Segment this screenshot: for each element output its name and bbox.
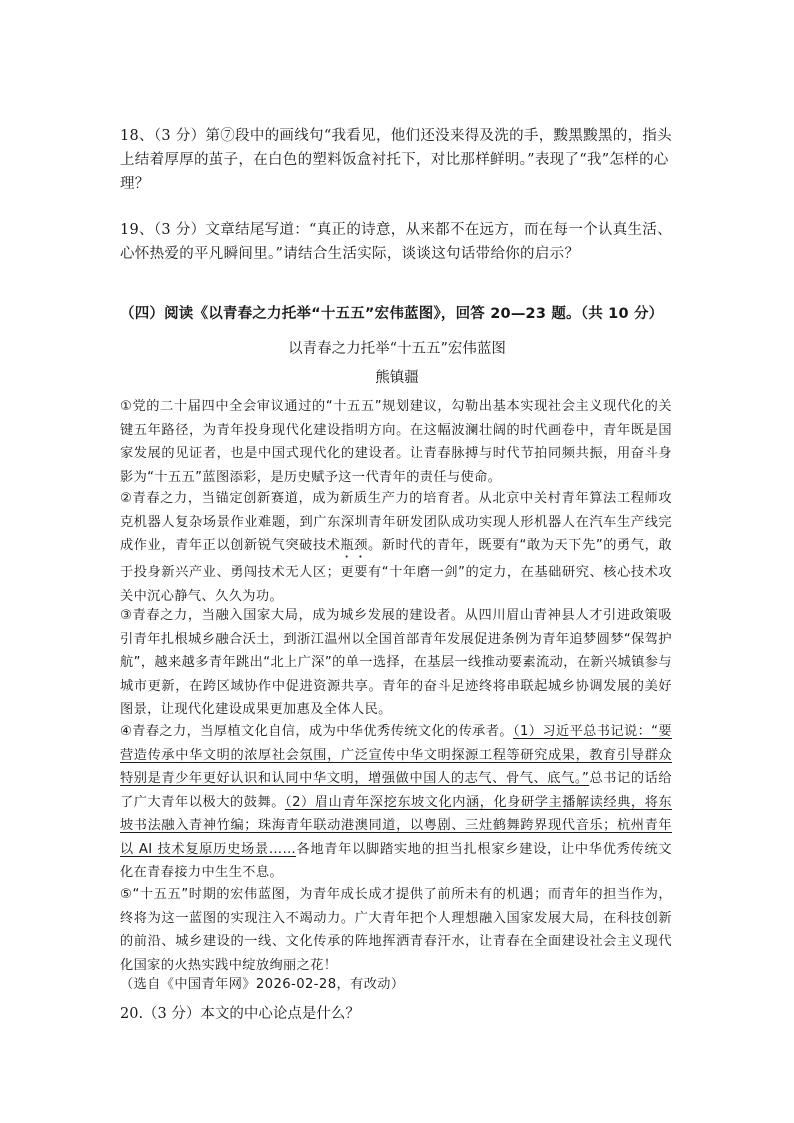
paragraph-4-text-c: 各地青年以脚踏实地的担当扎根家乡建设，让中华优秀传统文化在青春接力中生生不息。 — [120, 841, 672, 880]
paragraph-4-text-a: ④青春之力，当厚植文化自信，成为中华优秀传统文化的传承者。 — [120, 724, 513, 739]
question-19: 19、（3 分）文章结尾写道：“真正的诗意，从来都不在远方，而在每一个认真生活、心怀热爱的平凡瞬间里。”请结合生活实际，谈谈这句话带给你的启示？ — [120, 222, 672, 262]
paragraph-5: ⑤“十五五”时期的宏伟蓝图，为青年成长成才提供了前所未有的机遇；而青年的担当作为，终将为这一蓝图的实现注入不竭动力。广大青年把个人理想融入国家发展大局，在科技创新的前沿、城乡建设的一线、文化传承的阵地挥洒青春汗水，让青春在全面建设社会主义现代化国家的火热实践中绽放绚丽之花！ — [120, 887, 672, 973]
paragraph-2-text-a: ②青春之力，当锚定创新赛道，成为新质生产力的培育者。从北京中关村青年算法工程师攻克机器人复杂场景作业难题，到广东深圳青年研发团队成功实现人形机器人在汽车生产线完成作业，青年正以创新锐气突破技术 — [120, 491, 672, 553]
paragraph-1: ①党的二十届四中全会审议通过的“十五五”规划建议，勾勒出基本实现社会主义现代化的关键五年路径，为青年投身现代化建设指明方向。在这幅波澜壮阔的时代画卷中，青年既是国家发展的见证者，也是中国式现代化的建设者。让青春脉搏与时代节拍同频共振，用奋斗身影为“十五五”蓝图添彩，是历史赋予这一代青年的责任与使命。 — [120, 399, 672, 485]
article-source: （选自《中国青年网》2026-02-28，有改动） — [120, 977, 405, 992]
question-20: 20.（3 分）本文的中心论点是什么？ — [120, 1006, 360, 1022]
section-heading: （四）阅读《以青春之力托举“十五五”宏伟蓝图》，回答 20—23 题。（共 10 分） — [120, 306, 664, 322]
question-18: 18、（3 分）第⑦段中的画线句“我看见，他们还没来得及洗的手，黢黑黢黑的，指头上结着厚厚的茧子，在白色的塑料饭盒衬托下，对比那样鲜明。”表现了“我”怎样的心理？ — [120, 128, 672, 192]
article-title: 以青春之力托举“十五五”宏伟蓝图 — [288, 341, 506, 357]
paragraph-2 — [120, 487, 672, 608]
paragraph-2-dotted-word: 瓶颈 — [340, 538, 368, 553]
article-author: 熊镇疆 — [375, 370, 419, 386]
paragraph-4-text-b: 总书记的话给了广大青年以极大的鼓舞。 — [120, 771, 673, 810]
underlined-quote-1: （1）习近平总书记说：“要营造传承中华文明的浓厚社会氛围，广泛宣传中华文明探源工程等研究成果，教育引导群众特别是青少年更好认识和认同中华文明，增强做中国人的志气、骨气、底气。” — [120, 724, 672, 786]
underlined-quote-2: （2）眉山青年深挖东坡文化内涵，化身研学主播解读经典，将东坡书法融入青神竹编；珠海青年联动港澳同道，以粤剧、三灶鹤舞跨界现代音乐；杭州青年以 AI 技术复原历史场景…… — [120, 794, 672, 857]
paragraph-2-text-b: 。新时代的青年，既要有“敢为天下先”的勇气，敢于投身新兴产业、勇闯技术无人区；更要有“十年磨一剑”的定力，在基础研究、核心技术攻关中沉心静气、久久为功。 — [120, 538, 672, 604]
paragraph-3: ③青春之力，当融入国家大局，成为城乡发展的建设者。从四川眉山青神县人才引进政策吸引青年扎根城乡融合沃土，到浙江温州以全国首部青年发展促进条例为青年追梦圆梦“保驾护航”，越来越多青年跳出“北上广深”的单一选择，在基层一线推动要素流动，在新兴城镇参与城市更新，在跨区域协作中促进资源共享。青年的奋斗足迹终将串联起城乡协调发展的美好图景，让现代化建设成果更加惠及全体人民。 — [120, 608, 672, 717]
paragraph-4 — [120, 720, 672, 885]
